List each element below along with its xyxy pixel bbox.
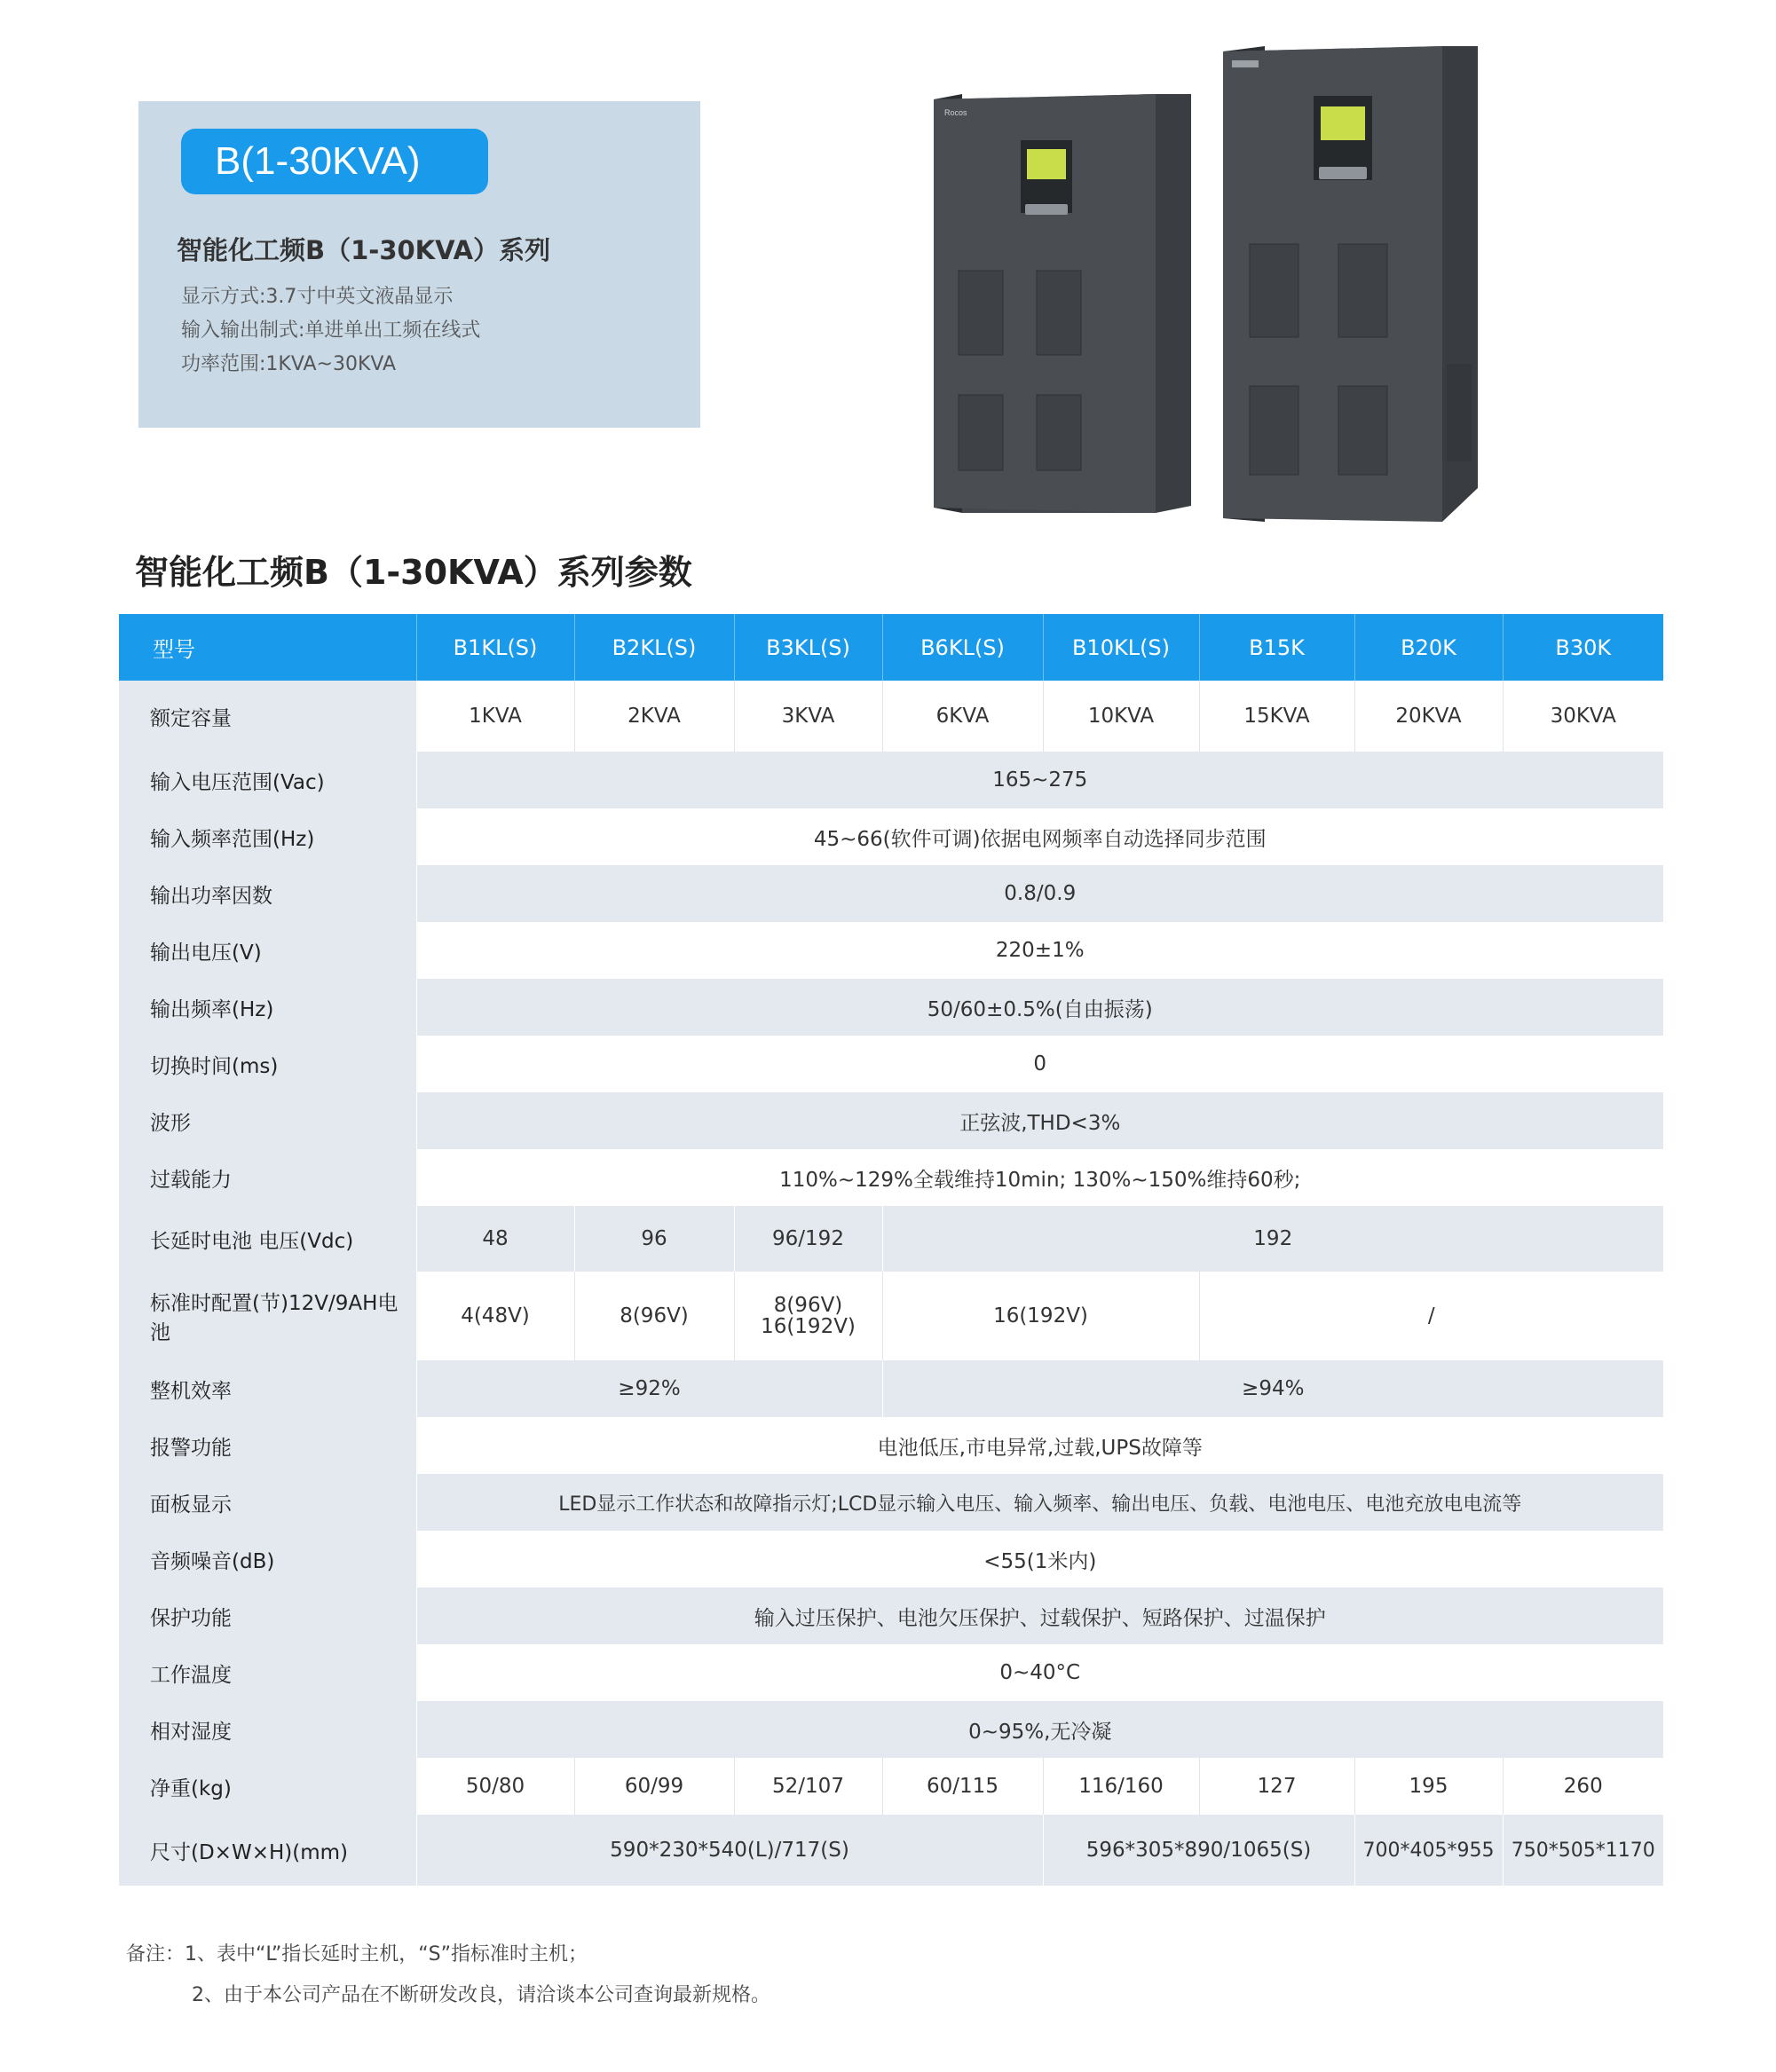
table-cell: 590*230*540(L)/717(S) (416, 1815, 1043, 1886)
table-row (119, 1092, 1663, 1149)
table-cell: 16(192V) (882, 1272, 1199, 1360)
table-cell: LED显示工作状态和故障指示灯;LCD显示输入电压、输入频率、输出电压、负载、电池电压、电池充放电电流等 (416, 1474, 1663, 1531)
table-row (119, 808, 1663, 865)
table-row (119, 865, 1663, 922)
model-header: B20K (1354, 614, 1503, 681)
table-header-row (119, 614, 1663, 681)
row-label: 尺寸(D×W×H)(mm) (119, 1815, 416, 1886)
table-row (119, 1149, 1663, 1206)
table-cell: 52/107 (734, 1758, 882, 1815)
model-header: B15K (1199, 614, 1354, 681)
table-cell: 0.8/0.9 (416, 865, 1663, 922)
table-cell: 15KVA (1199, 681, 1354, 752)
table-row (119, 1360, 1663, 1417)
feature-io: 输入输出制式:单进单出工频在线式 (181, 319, 481, 342)
table-row (119, 1531, 1663, 1587)
table-cell: 700*405*955 (1354, 1815, 1503, 1886)
table-cell: ≥92% (416, 1360, 882, 1417)
model-header: B1KL(S) (416, 614, 574, 681)
table-cell: 96 (574, 1206, 734, 1272)
table-cell: 96/192 (734, 1206, 882, 1272)
table-cell: 10KVA (1043, 681, 1199, 752)
table-cell: 48 (416, 1206, 574, 1272)
row-label: 过载能力 (119, 1149, 416, 1206)
table-cell: <55(1米内) (416, 1531, 1663, 1587)
table-cell: 60/99 (574, 1758, 734, 1815)
table-cell: 127 (1199, 1758, 1354, 1815)
table-cell: 6KVA (882, 681, 1043, 752)
table-row (119, 1206, 1663, 1272)
table-cell: 0~40°C (416, 1644, 1663, 1701)
model-header: B2KL(S) (574, 614, 734, 681)
table-cell: / (1199, 1272, 1663, 1360)
spec-table (119, 614, 1663, 1886)
series-intro-panel (138, 101, 700, 428)
model-header: B10KL(S) (1043, 614, 1199, 681)
table-row (119, 922, 1663, 979)
table-cell: 750*505*1170 (1503, 1815, 1663, 1886)
table-cell: 4(48V) (416, 1272, 574, 1360)
row-label: 输入电压范围(Vac) (119, 752, 416, 808)
footnote: 备注：1、表中“L”指长延时主机，“S”指标准时主机； (126, 1943, 588, 1966)
table-cell: 20KVA (1354, 681, 1503, 752)
table-row (119, 1036, 1663, 1092)
table-cell: 输入过压保护、电池欠压保护、过载保护、短路保护、过温保护 (416, 1587, 1663, 1644)
table-cell: 3KVA (734, 681, 882, 752)
row-label: 输入频率范围(Hz) (119, 808, 416, 865)
ups-product-image (923, 44, 1491, 532)
series-title: 智能化工频B（1-30KVA）系列 (177, 235, 551, 265)
feature-display: 显示方式:3.7寸中英文液晶显示 (181, 286, 454, 308)
table-cell: 45~66(软件可调)依据电网频率自动选择同步范围 (416, 808, 1663, 865)
row-label: 相对湿度 (119, 1701, 416, 1758)
feature-power: 功率范围:1KVA~30KVA (181, 353, 397, 375)
row-label: 输出频率(Hz) (119, 979, 416, 1036)
cell-line: 8(96V) (773, 1294, 843, 1317)
row-label: 工作温度 (119, 1644, 416, 1701)
row-label: 音频噪音(dB) (119, 1531, 416, 1587)
table-row (119, 1758, 1663, 1815)
section-title: 智能化工频B（1-30KVA）系列参数 (135, 553, 692, 592)
series-badge: B(1-30KVA) (181, 129, 488, 194)
table-cell: 50/60±0.5%(自由振荡) (416, 979, 1663, 1036)
table-row (119, 1644, 1663, 1701)
table-cell: 30KVA (1503, 681, 1663, 752)
table-cell: 110%~129%全载维持10min; 130%~150%维持60秒; (416, 1149, 1663, 1206)
row-label: 切换时间(ms) (119, 1036, 416, 1092)
table-row (119, 1701, 1663, 1758)
table-cell: 正弦波,THD<3% (416, 1092, 1663, 1149)
table-cell: 8(96V) (574, 1272, 734, 1360)
table-cell: 1KVA (416, 681, 574, 752)
table-row (119, 1272, 1663, 1360)
table-row (119, 1474, 1663, 1531)
header-label: 型号 (119, 614, 416, 681)
table-cell: 60/115 (882, 1758, 1043, 1815)
row-label: 额定容量 (119, 681, 416, 752)
row-label: 输出电压(V) (119, 922, 416, 979)
table-cell: 165~275 (416, 752, 1663, 808)
table-cell: 116/160 (1043, 1758, 1199, 1815)
row-label: 波形 (119, 1092, 416, 1149)
table-cell: 0~95%,无冷凝 (416, 1701, 1663, 1758)
model-header: B30K (1503, 614, 1663, 681)
table-row (119, 752, 1663, 808)
table-row (119, 1815, 1663, 1886)
ups-small-unit (934, 94, 1191, 513)
ups-large-unit (1223, 46, 1478, 522)
table-cell: 260 (1503, 1758, 1663, 1815)
table-cell: 192 (882, 1206, 1663, 1272)
row-label: 长延时电池 电压(Vdc) (119, 1206, 416, 1272)
table-cell: 电池低压,市电异常,过载,UPS故障等 (416, 1417, 1663, 1474)
row-label: 报警功能 (119, 1417, 416, 1474)
table-cell: 220±1% (416, 922, 1663, 979)
table-row (119, 681, 1663, 752)
cell-line: 16(192V) (761, 1315, 856, 1338)
table-cell: 2KVA (574, 681, 734, 752)
table-cell: 50/80 (416, 1758, 574, 1815)
model-header: B6KL(S) (882, 614, 1043, 681)
footnotes (126, 1934, 770, 2016)
series-features (181, 280, 480, 382)
table-row (119, 1587, 1663, 1644)
table-row (119, 1417, 1663, 1474)
table-cell: 195 (1354, 1758, 1503, 1815)
row-label: 输出功率因数 (119, 865, 416, 922)
row-label: 净重(kg) (119, 1758, 416, 1815)
row-label: 整机效率 (119, 1360, 416, 1417)
table-cell: 0 (416, 1036, 1663, 1092)
table-cell: 596*305*890/1065(S) (1043, 1815, 1354, 1886)
row-label: 标准时配置(节)12V/9AH电池 (119, 1272, 416, 1360)
row-label: 面板显示 (119, 1474, 416, 1531)
table-cell: ≥94% (882, 1360, 1663, 1417)
footnote: 2、由于本公司产品在不断研发改良，请洽谈本公司查询最新规格。 (192, 1984, 770, 2006)
table-cell (734, 1272, 882, 1360)
row-label: 保护功能 (119, 1587, 416, 1644)
brand-label: Rocos (944, 108, 967, 117)
table-row (119, 979, 1663, 1036)
model-header: B3KL(S) (734, 614, 882, 681)
